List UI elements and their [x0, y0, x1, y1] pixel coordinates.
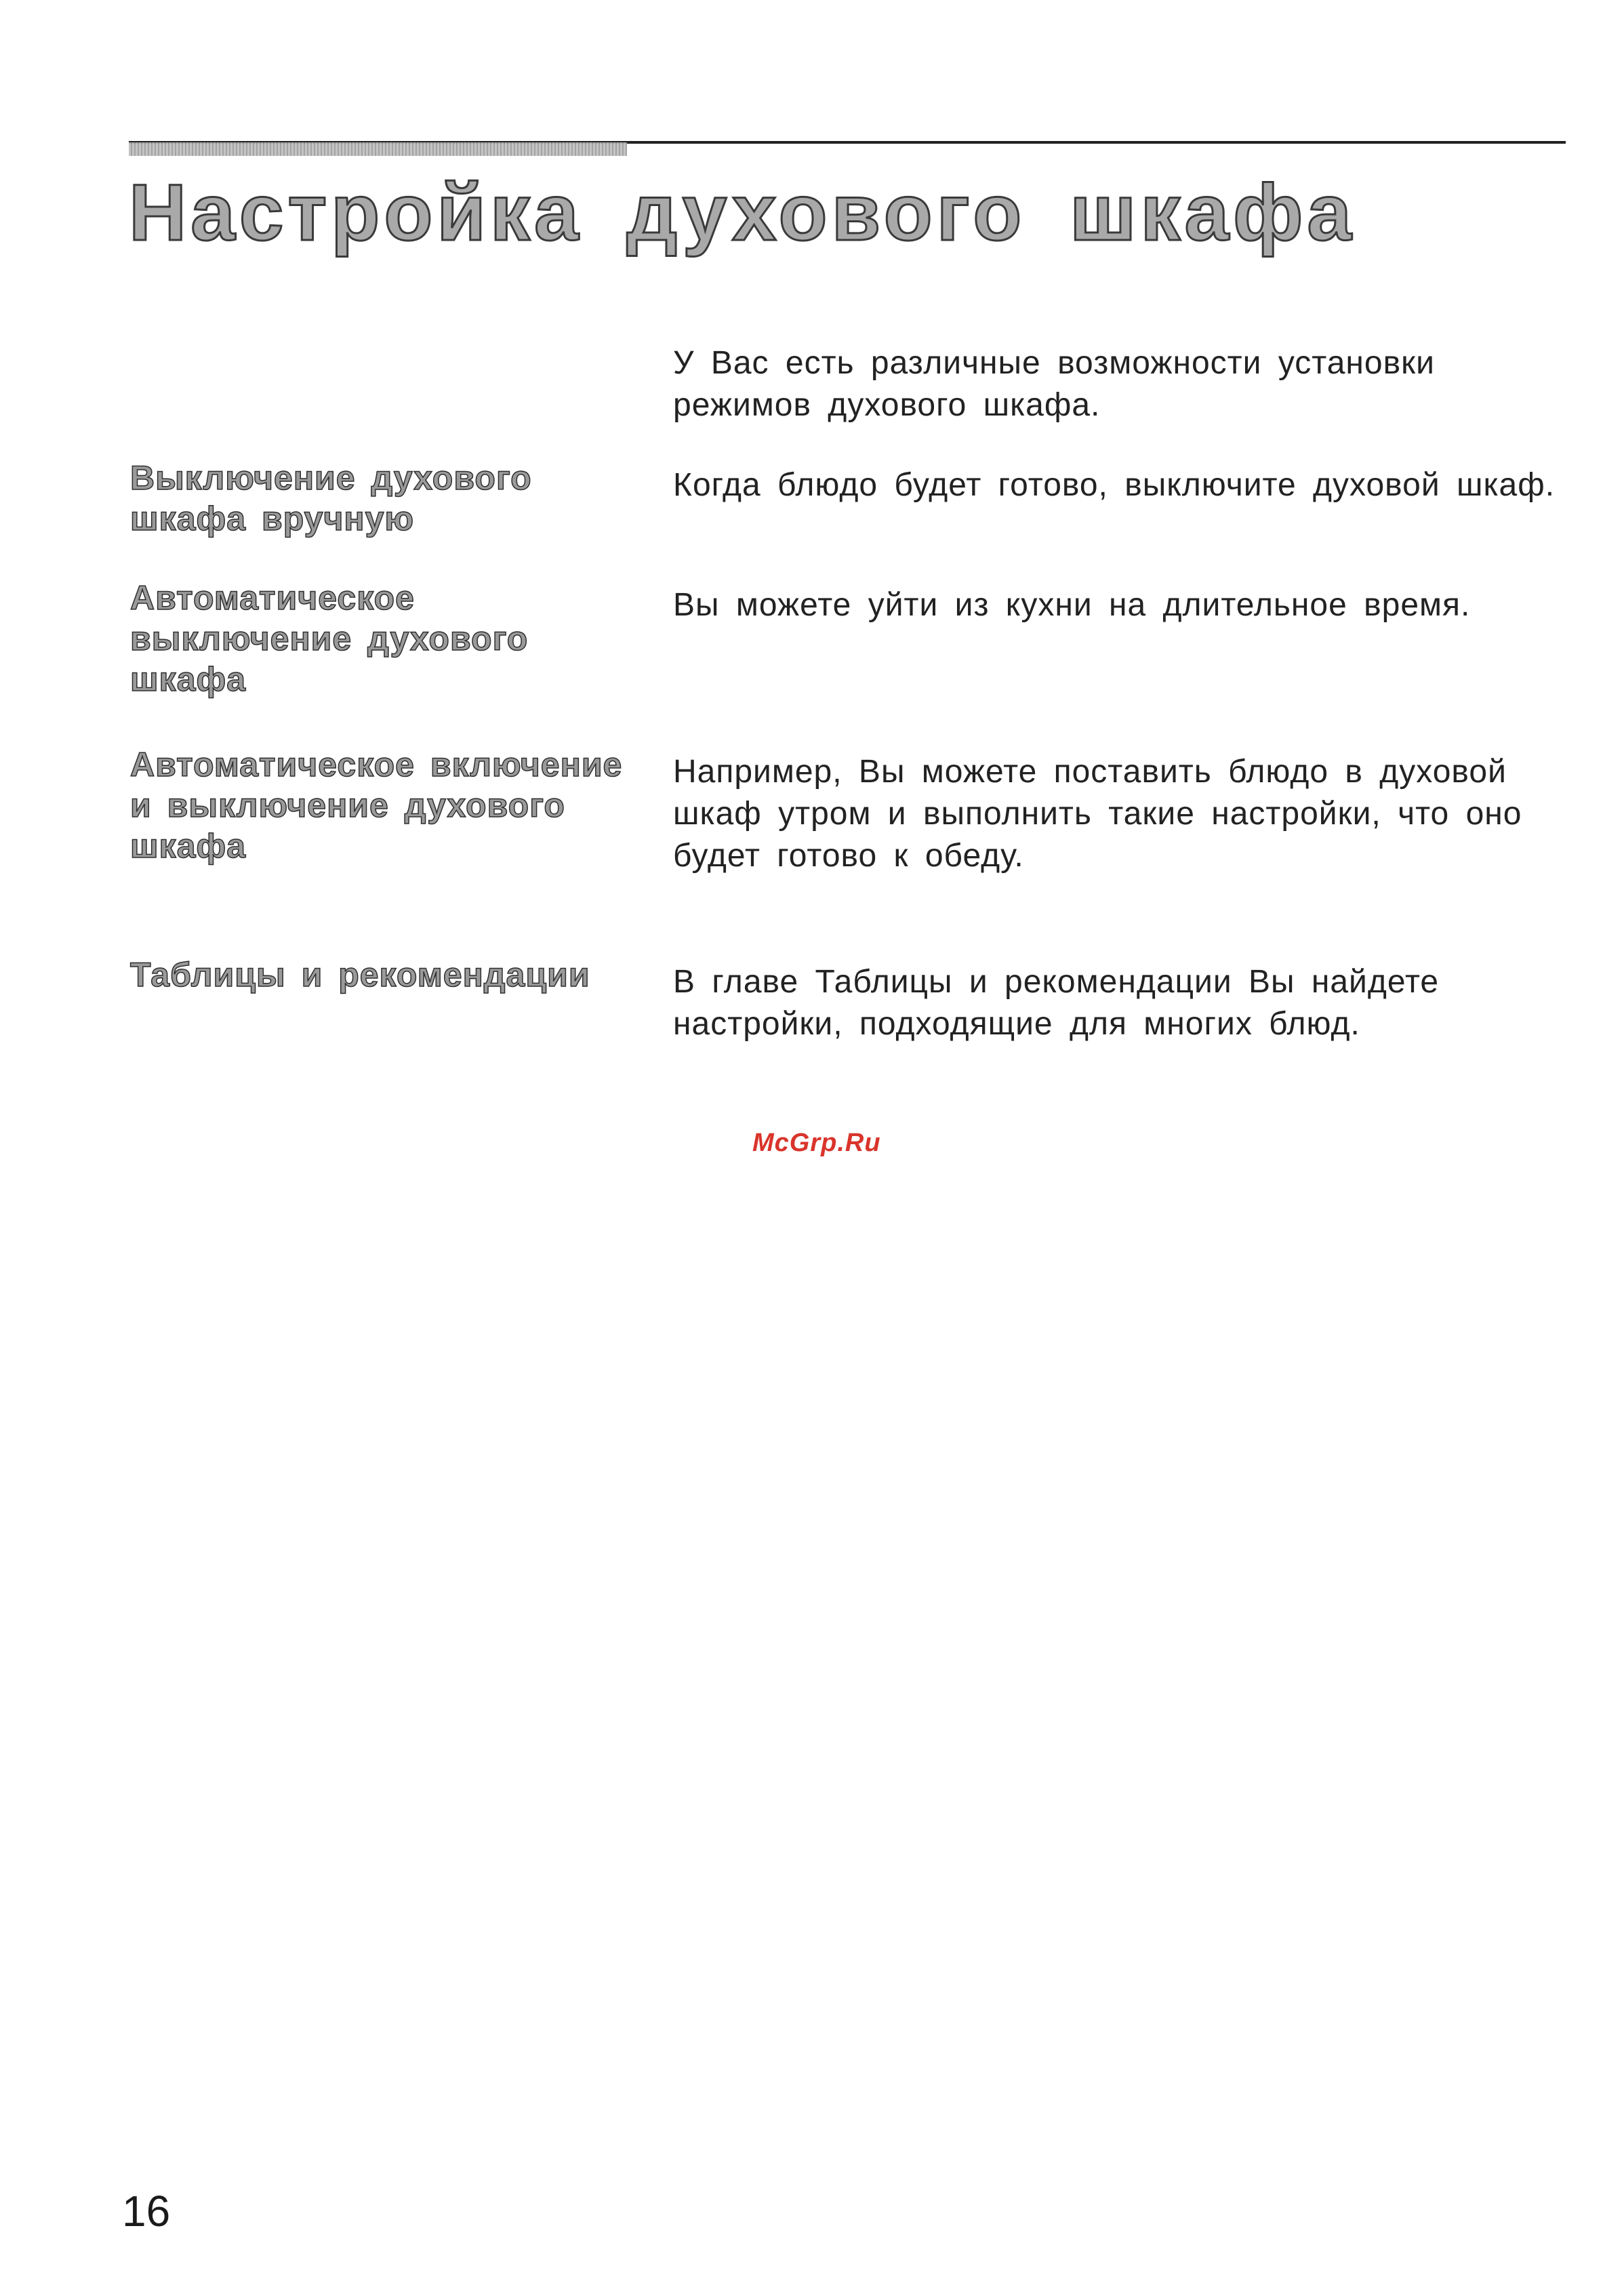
- section-label: Автоматическое выключение духового шкафа: [130, 579, 529, 698]
- section-text: Вы можете уйти из кухни на длительное время.: [673, 587, 1471, 623]
- section-label: Таблицы и рекомендации: [130, 956, 590, 994]
- page-title: Настройка духового шкафа: [129, 168, 1356, 258]
- section-label: Автоматическое включение и выключение духового шкафа: [130, 746, 623, 865]
- section-text: В главе Таблицы и рекомендации Вы найдете настройки, подходящие для многих блюд.: [673, 964, 1440, 1042]
- header-rule-accent: [129, 142, 627, 156]
- watermark: McGrp.Ru: [752, 1129, 881, 1157]
- page-number: 16: [122, 2187, 171, 2236]
- section-text: Например, Вы можете поставить блюдо в духовой шкаф утром и выполнить такие настройки, что оно будет готово к обеду.: [673, 754, 1522, 874]
- section-text: Когда блюдо будет готово, выключите духовой шкаф.: [673, 467, 1556, 503]
- section-label: Выключение духового шкафа вручную: [130, 459, 532, 538]
- intro-text: У Вас есть различные возможности установки режимов духового шкафа.: [673, 345, 1435, 423]
